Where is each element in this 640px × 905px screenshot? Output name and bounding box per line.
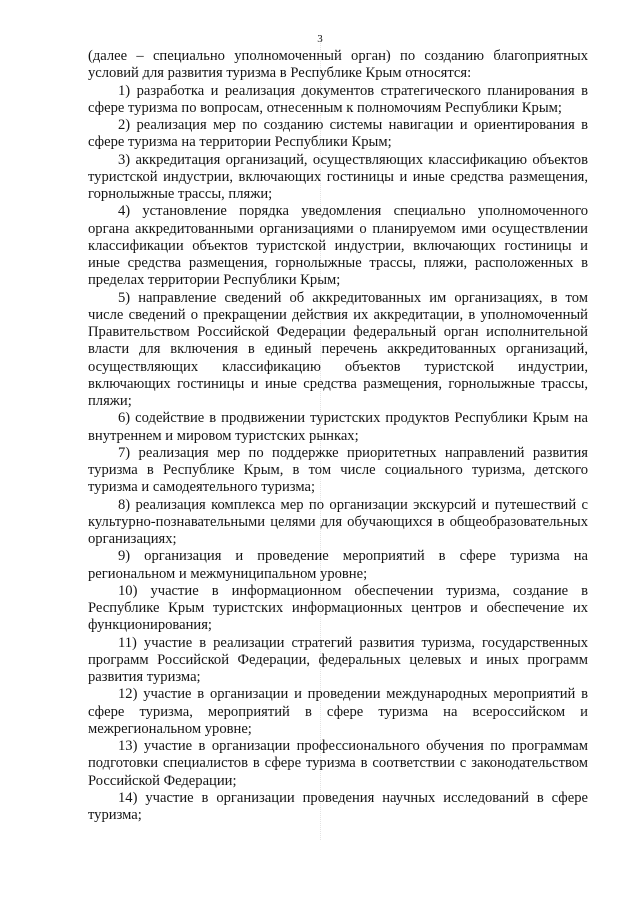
list-item-7: 7) реализация мер по поддержке приоритетных направлений развития туризма в Республике Крым, в том числе социального туризма, детского туризма и самодеятельного туризма; <box>88 444 588 496</box>
list-item-14: 14) участие в организации проведения научных исследований в сфере туризма; <box>88 789 588 823</box>
list-item-4: 4) установление порядка уведомления специально уполномоченного органа аккредитованными организациями о планируемом ими осуществлении классификации объектов туристской индустрии, включающих гостиницы и иные средства размещения, горнолыжные трассы, пляжи, расположенных в пределах территории Республики Крым; <box>88 203 588 289</box>
list-item-6: 6) содействие в продвижении туристских продуктов Республики Крым на внутреннем и мировом туристских рынках; <box>88 410 588 444</box>
list-item-8: 8) реализация комплекса мер по организации экскурсий и путешествий с культурно-познавательными целями для обучающихся в общеобразовательных организациях; <box>88 496 588 547</box>
list-item-1: 1) разработка и реализация документов стратегического планирования в сфере туризма по вопросам, отнесенным к полномочиям Республики Крым; <box>88 82 588 116</box>
paragraph-intro: (далее – специально уполномоченный орган) по созданию благоприятных условий для развития туризма в Республике Крым относятся: <box>88 48 588 82</box>
list-item-5: 5) направление сведений об аккредитованных им организациях, в том числе сведений о прекращении действия их аккредитации, в уполномоченный Правительством Российской Федерации федеральный орган исполнительной власти для включения в единый перечень аккредитованных организаций, осуществляющих классификацию объектов туристской индустрии, включающих гостиницы и иные средства размещения, горнолыжные трассы, пляжи; <box>88 289 588 409</box>
list-item-13: 13) участие в организации профессионального обучения по программам подготовки специалистов в сфере туризма в соответствии с законодательством Российской Федерации; <box>88 738 588 789</box>
list-item-11: 11) участие в реализации стратегий развития туризма, государственных программ Российской Федерации, федеральных целевых и иных программ развития туризма; <box>88 634 588 685</box>
list-item-3: 3) аккредитация организаций, осуществляющих классификацию объектов туристской индустрии, включающих гостиницы и иные средства размещения, горнолыжные трассы, пляжи; <box>88 151 588 202</box>
list-item-12: 12) участие в организации и проведении международных мероприятий в сфере туризма, мероприятий в сфере туризма на всероссийском и межрегиональном уровне; <box>88 686 588 737</box>
document-body <box>88 48 588 824</box>
page-number: 3 <box>317 33 323 45</box>
list-item-10: 10) участие в информационном обеспечении туризма, создание в Республике Крым туристских информационных центров и обеспечение их функционирования; <box>88 582 588 634</box>
list-item-2: 2) реализация мер по созданию системы навигации и ориентирования в сфере туризма на территории Республики Крым; <box>88 117 588 151</box>
list-item-9: 9) организация и проведение мероприятий в сфере туризма на региональном и межмуниципальном уровне; <box>88 548 588 582</box>
